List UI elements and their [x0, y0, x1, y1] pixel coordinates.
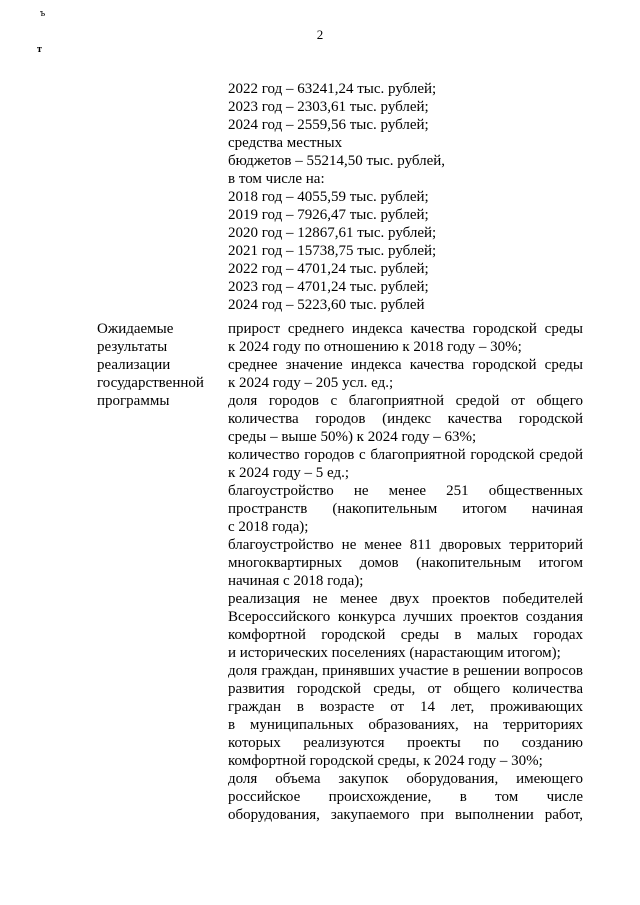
- results-line: развития городской среды, от общего количества: [228, 681, 583, 697]
- funding-line: 2020 год – 12867,61 тыс. рублей;: [228, 225, 437, 241]
- results-line: прирост среднего индекса качества городской среды: [228, 321, 583, 337]
- results-label-line: программы: [97, 393, 170, 409]
- results-label-line: результаты: [97, 339, 168, 355]
- funding-line: 2023 год – 4701,24 тыс. рублей;: [228, 279, 429, 295]
- scan-mark: ъ: [40, 8, 46, 19]
- results-line: к 2024 году – 205 усл. ед.;: [228, 375, 394, 391]
- funding-line: 2023 год – 2303,61 тыс. рублей;: [228, 99, 429, 115]
- funding-line: средства местных: [228, 135, 343, 151]
- results-line: к 2024 году по отношению к 2018 году – 30%;: [228, 339, 522, 355]
- funding-continuation: [228, 80, 445, 314]
- funding-line: 2022 год – 63241,24 тыс. рублей;: [228, 81, 437, 97]
- results-line: благоустройство не менее 251 общественных: [228, 483, 583, 499]
- results-line: количество городов с благоприятной городской средой: [228, 447, 583, 463]
- funding-line: 2024 год – 5223,60 тыс. рублей: [228, 297, 425, 313]
- funding-line: 2022 год – 4701,24 тыс. рублей;: [228, 261, 429, 277]
- funding-line: 2024 год – 2559,56 тыс. рублей;: [228, 117, 429, 133]
- results-line: среды – выше 50%) к 2024 году – 63%;: [228, 429, 477, 445]
- results-line: пространств (накопительным итогом начиная: [228, 501, 583, 517]
- results-line: среднее значение индекса качества городской среды: [228, 357, 583, 373]
- results-line: оборудования, закупаемого при выполнении работ,: [228, 807, 583, 823]
- results-line: комфортной городской среды в малых городах: [228, 627, 583, 643]
- results-line: количества городов (индекс качества городской: [228, 411, 583, 427]
- results-line: реализация не менее двух проектов победителей: [228, 591, 583, 607]
- funding-line: 2021 год – 15738,75 тыс. рублей;: [228, 243, 437, 259]
- results-line: российское происхождение, в том числе: [228, 789, 583, 805]
- funding-line: бюджетов – 55214,50 тыс. рублей,: [228, 153, 446, 169]
- results-label: [97, 320, 204, 410]
- funding-line: 2019 год – 7926,47 тыс. рублей;: [228, 207, 429, 223]
- results-line: граждан в возрасте от 14 лет, проживающих: [228, 699, 583, 715]
- results-line: доля граждан, принявших участие в решении вопросов: [228, 663, 583, 679]
- funding-line: в том числе на:: [228, 171, 325, 187]
- results-line: которых реализуются проекты по созданию: [228, 735, 583, 751]
- results-line: доля объема закупок оборудования, имеющего: [228, 771, 583, 787]
- results-line: Всероссийского конкурса лучших проектов создания: [228, 609, 583, 625]
- results-line: начиная с 2018 года);: [228, 573, 364, 589]
- results-label-line: реализации: [97, 357, 171, 373]
- page-number: 2: [316, 27, 324, 42]
- results-line: благоустройство не менее 811 дворовых территорий: [228, 537, 583, 553]
- results-line: к 2024 году – 5 ед.;: [228, 465, 350, 481]
- results-line: комфортной городской среды, к 2024 году – 30%;: [228, 753, 543, 769]
- funding-line: 2018 год – 4055,59 тыс. рублей;: [228, 189, 429, 205]
- results-line: и исторических поселениях (нарастающим итогом);: [228, 645, 561, 661]
- results-line: в муниципальных образованиях, на территориях: [228, 717, 583, 733]
- results-line: с 2018 года);: [228, 519, 309, 535]
- results-line: доля городов с благоприятной средой от общего: [228, 393, 583, 409]
- results-label-line: Ожидаемые: [97, 321, 174, 337]
- results-line: многоквартирных домов (накопительным итогом: [228, 555, 583, 571]
- scan-mark: т: [37, 44, 42, 55]
- results-label-line: государственной: [97, 375, 204, 391]
- results-text: [228, 320, 583, 824]
